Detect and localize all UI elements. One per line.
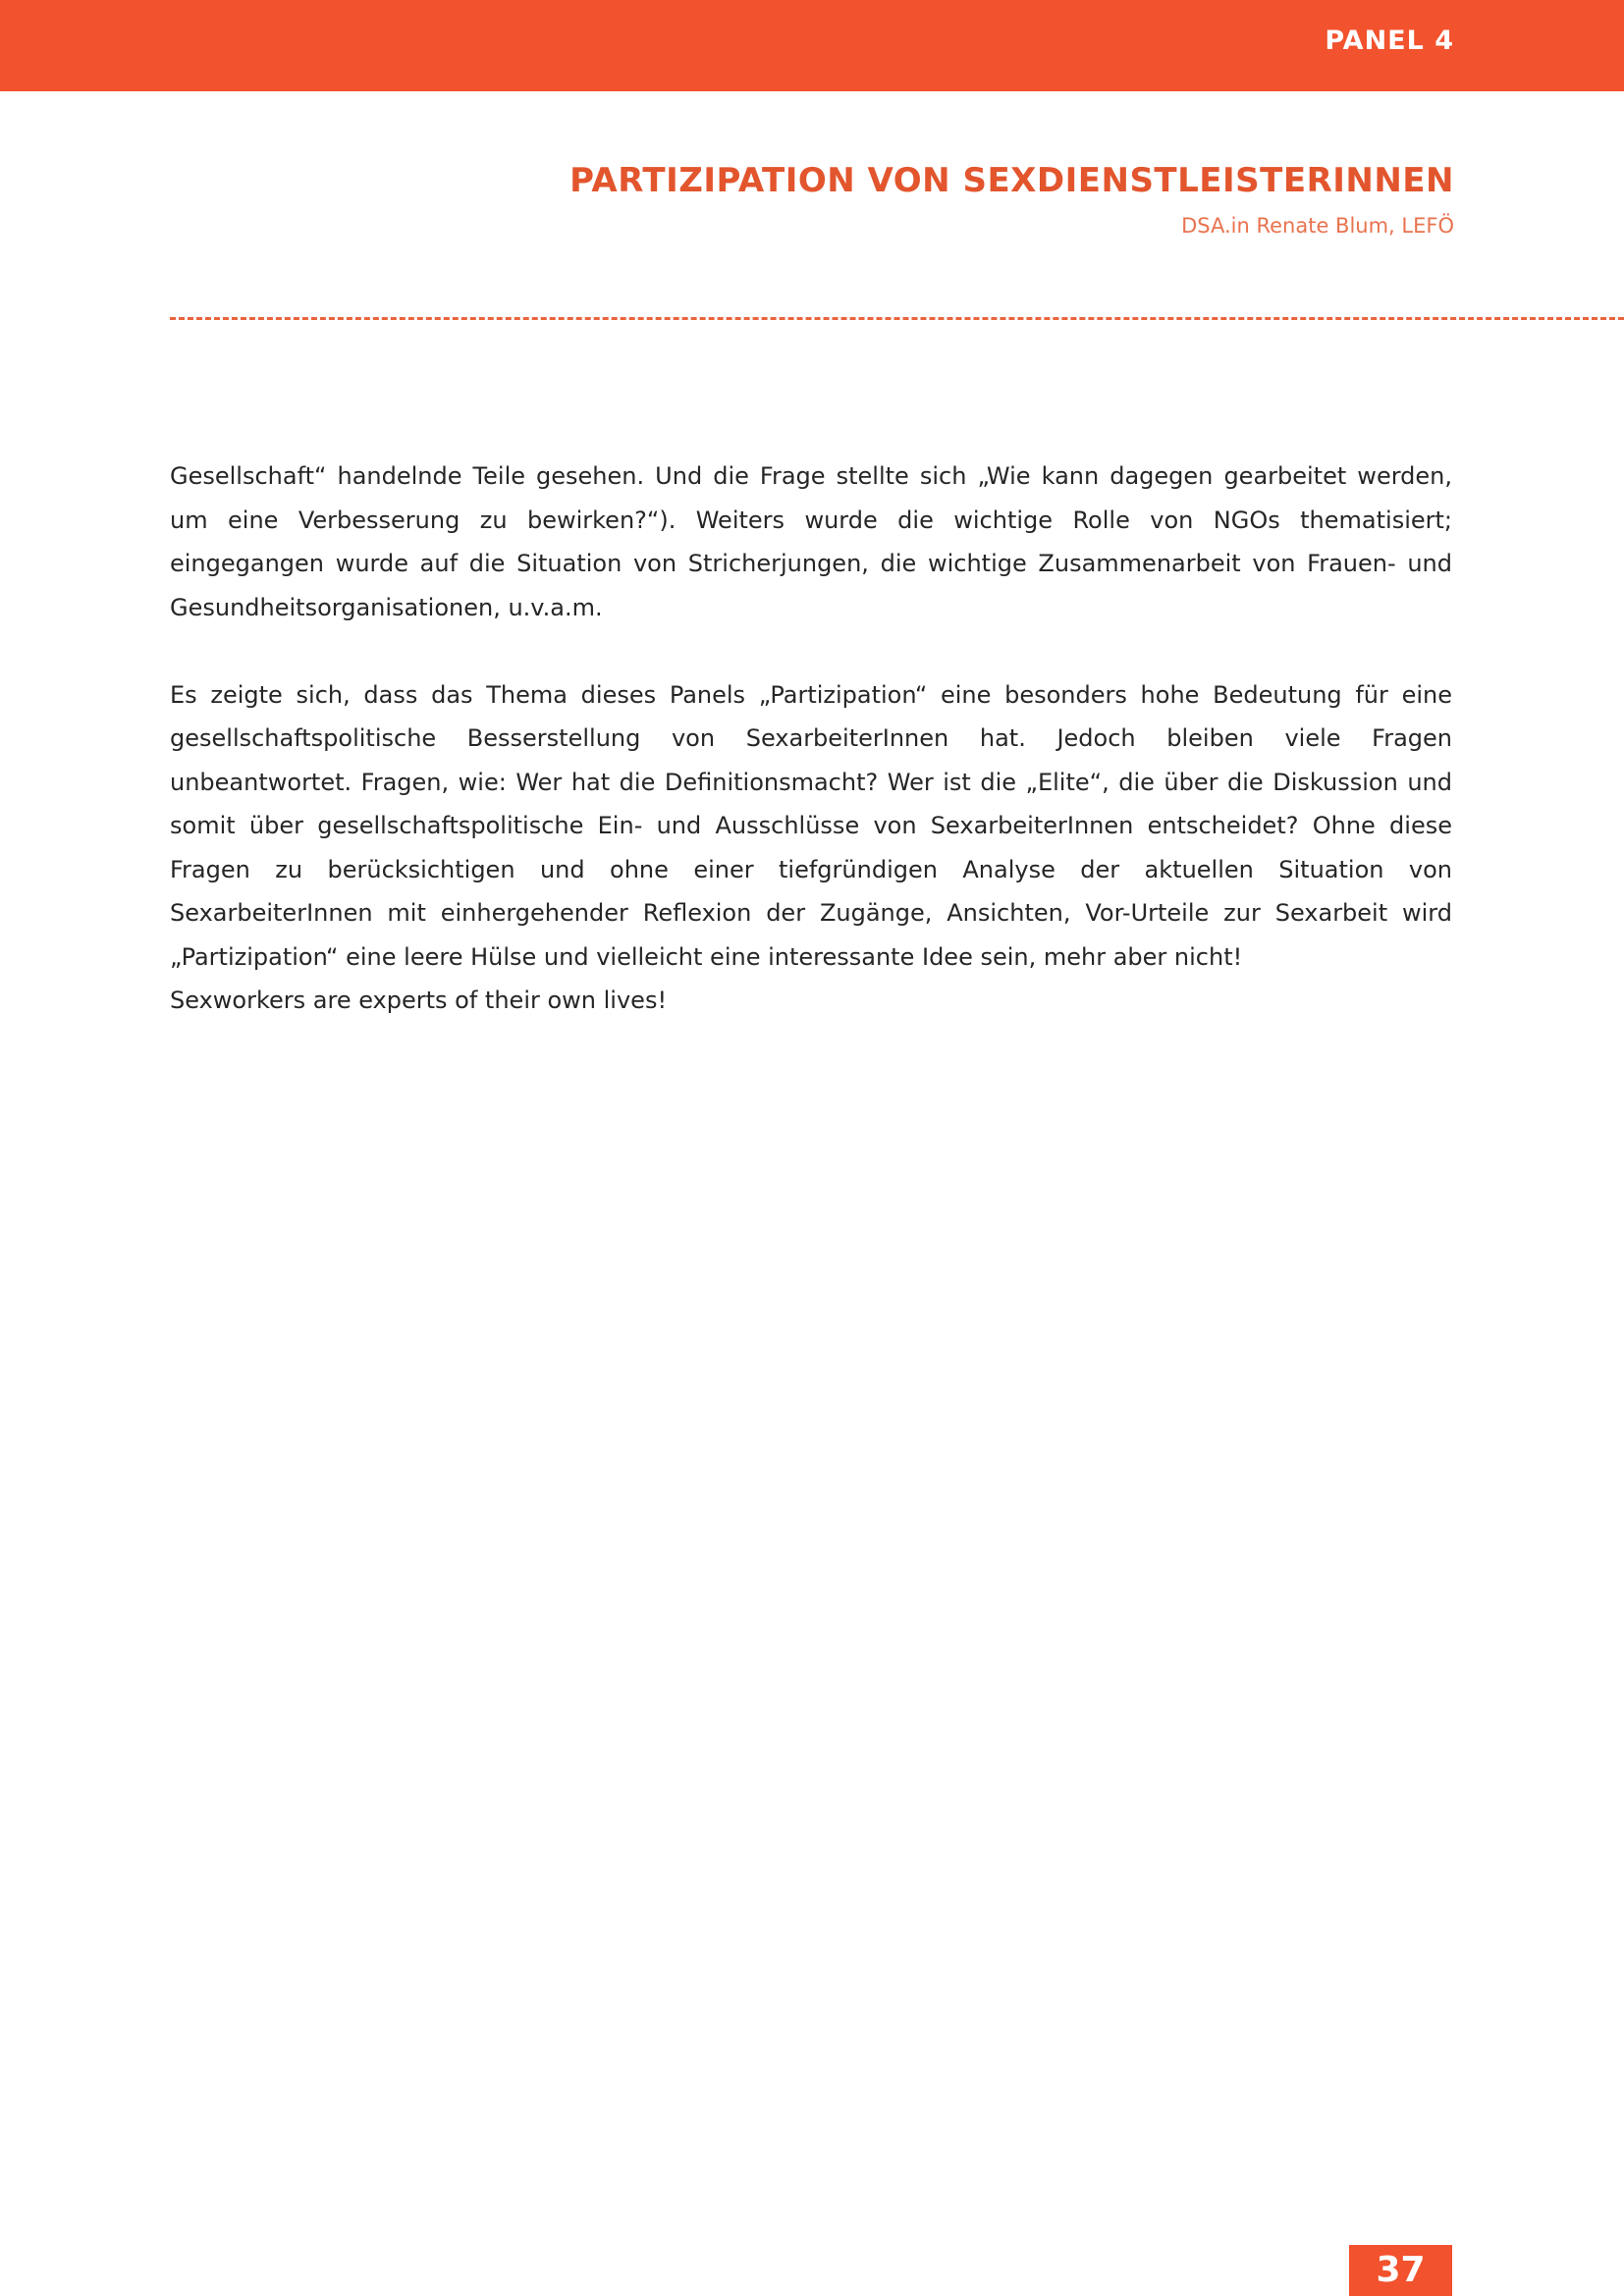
page-number: 37 (1349, 2245, 1452, 2296)
panel-label: PANEL 4 (1325, 26, 1454, 56)
article-author: DSA.in Renate Blum, LEFÖ (1181, 214, 1454, 238)
paragraph-spacer (170, 629, 1452, 673)
article-title: PARTIZIPATION VON SEXDIENSTLEISTERINNEN (569, 161, 1454, 200)
header-bar (0, 0, 1624, 91)
paragraph-3: Sexworkers are experts of their own lives! (170, 987, 668, 1014)
paragraph-2: Es zeigte sich, dass das Thema dieses Panels „Partizipation“ eine besonders hohe Bedeutung für eine gesellschaftspolitische Besserstellung von SexarbeiterInnen hat. Jedoch bleiben viele Fragen unbeantwortet. Fragen, wie: Wer hat die Definitionsmacht? Wer ist die „Elite“, die über die Diskussion und somit über gesellschaftspolitische Ein- und Ausschlüsse von SexarbeiterInnen entscheidet? Ohne diese Fragen zu berücksichtigen und ohne einer tiefgründigen Analyse der aktuellen Situation von SexarbeiterInnen mit einhergehender Reflexion der Zugänge, Ansichten, Vor-Urteile zur Sexarbeit wird „Partizipation“ eine leere Hülse und vielleicht eine interessante Idee sein, mehr aber nicht! (170, 680, 1452, 971)
article-body (170, 454, 1452, 1023)
paragraph-1: Gesellschaft“ handelnde Teile gesehen. Und die Frage stellte sich „Wie kann dagegen gearbeitet werden, um eine Verbesserung zu bewirken?“). Weiters wurde die wichtige Rolle von NGOs thematisiert; eingegangen wurde auf die Situation von Stricherjungen, die wichtige Zusammenarbeit von Frauen- und Gesundheitsorganisationen, u.v.a.m. (170, 462, 1452, 621)
dashed-divider (170, 317, 1624, 320)
